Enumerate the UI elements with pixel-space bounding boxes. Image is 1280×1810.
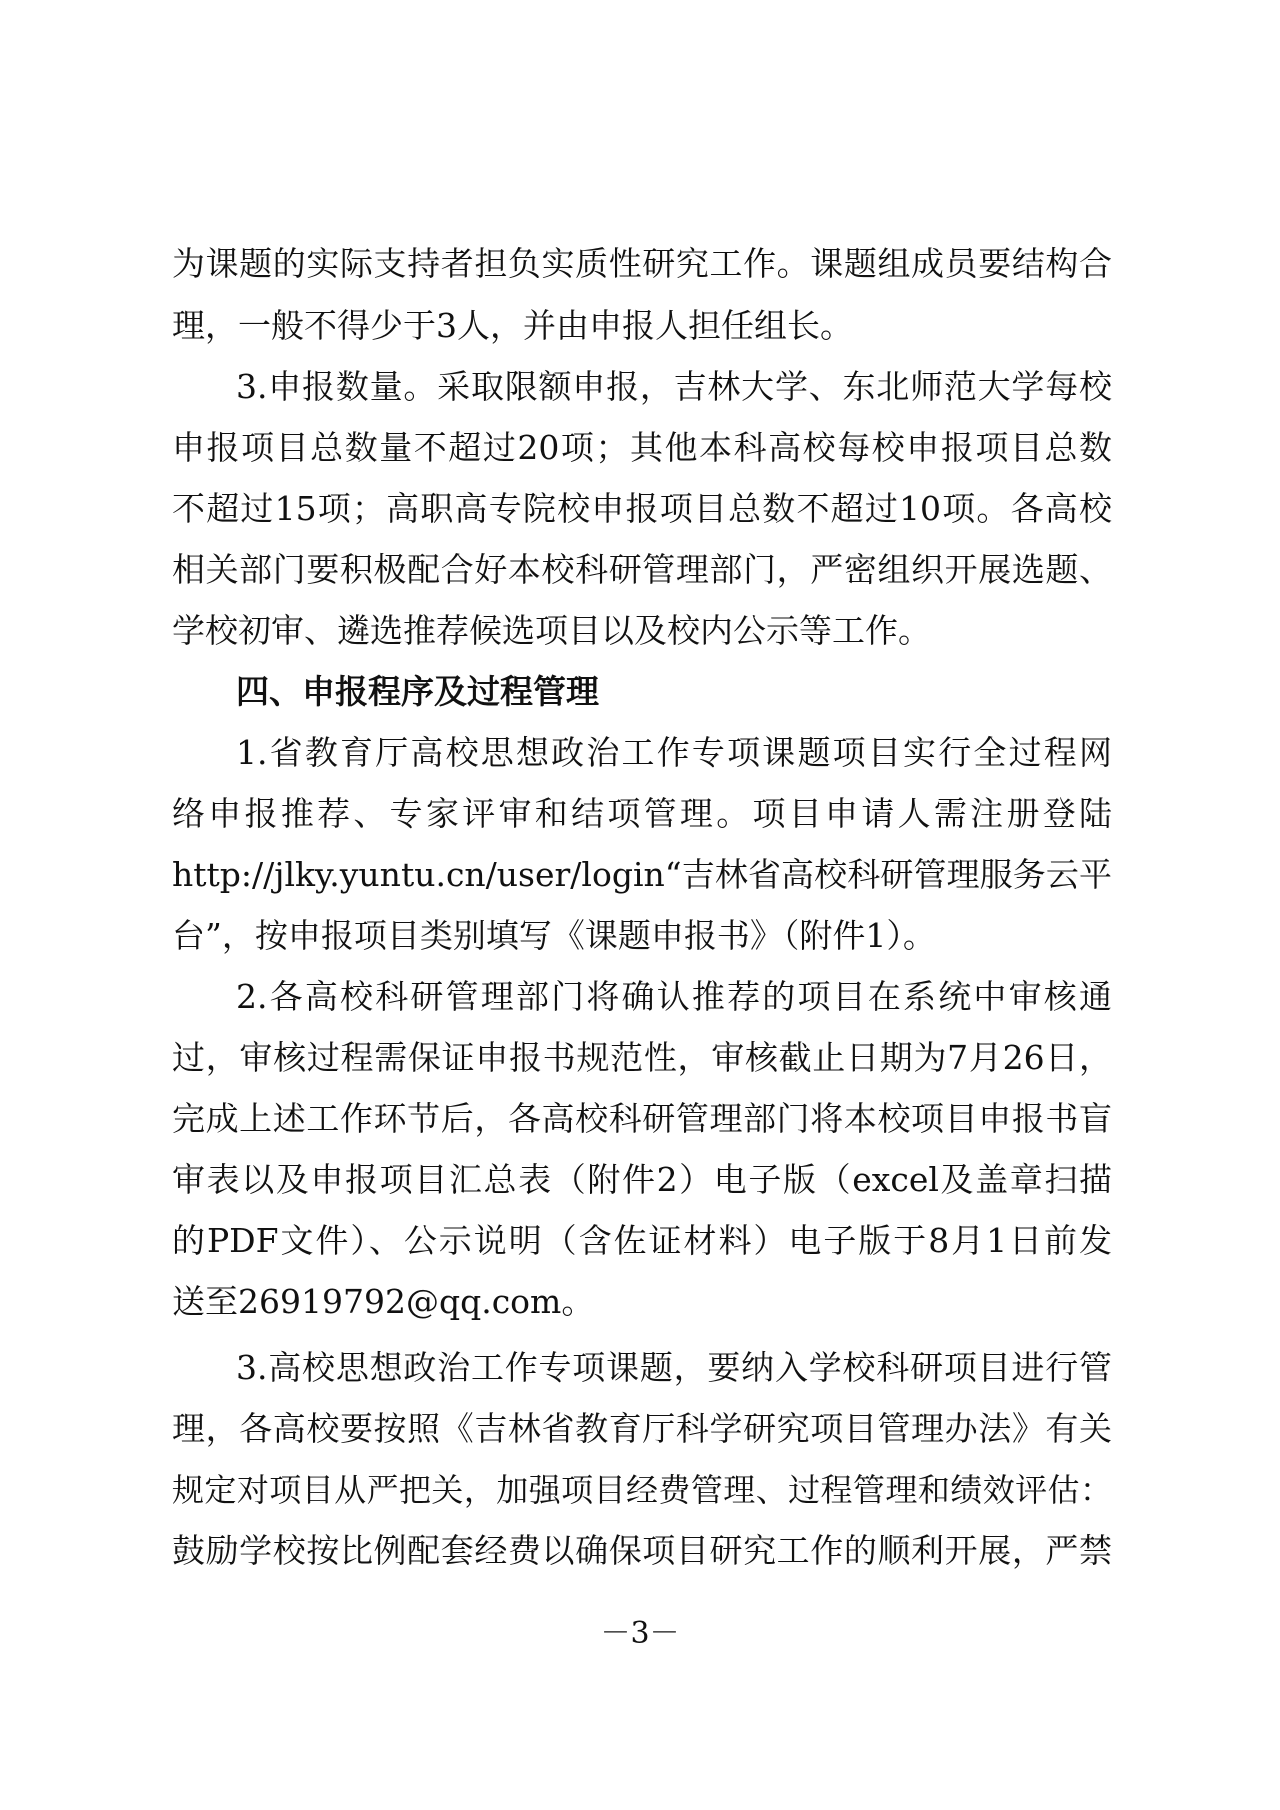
page-number: －3－ xyxy=(600,1616,680,1651)
body-line: 络申报推荐、专家评审和结项管理。项目申请人需注册登陆 xyxy=(172,794,1112,833)
body-line: 3.申报数量。采取限额申报，吉林大学、东北师范大学每校 xyxy=(236,367,1112,406)
body-line: 完成上述工作环节后，各高校科研管理部门将本校项目申报书盲 xyxy=(172,1099,1112,1138)
body-line: http://jlky.yuntu.cn/user/login“吉林省高校科研管理服务云平 xyxy=(172,855,1112,894)
body-line: 相关部门要积极配合好本校科研管理部门，严密组织开展选题、 xyxy=(172,550,1112,589)
body-line: 1.省教育厅高校思想政治工作专项课题项目实行全过程网 xyxy=(236,733,1112,772)
body-line: 过，审核过程需保证申报书规范性，审核截止日期为7月26日， xyxy=(172,1038,1112,1077)
body-line: 鼓励学校按比例配套经费以确保项目研究工作的顺利开展，严禁 xyxy=(172,1531,1112,1570)
body-line: 为课题的实际支持者担负实质性研究工作。课题组成员要结构合 xyxy=(172,244,1112,283)
body-line: 3.高校思想政治工作专项课题，要纳入学校科研项目进行管 xyxy=(236,1348,1112,1387)
body-line: 送至26919792@qq.com。 xyxy=(172,1282,595,1321)
body-line: 申报项目总数量不超过20项；其他本科高校每校申报项目总数 xyxy=(172,428,1112,467)
body-line: 台”，按申报项目类别填写《课题申报书》（附件1）。 xyxy=(172,916,936,955)
body-line: 审表以及申报项目汇总表（附件2）电子版（excel及盖章扫描 xyxy=(172,1160,1112,1199)
body-line: 的PDF文件）、公示说明（含佐证材料）电子版于8月1日前发 xyxy=(172,1221,1112,1260)
body-line: 理，一般不得少于3人，并由申报人担任组长。 xyxy=(172,306,853,345)
body-line: 理，各高校要按照《吉林省教育厅科学研究项目管理办法》有关 xyxy=(172,1409,1112,1448)
section-heading: 四、申报程序及过程管理 xyxy=(236,672,599,711)
body-line: 不超过15项；高职高专院校申报项目总数不超过10项。各高校 xyxy=(172,489,1112,528)
body-line: 2.各高校科研管理部门将确认推荐的项目在系统中审核通 xyxy=(236,977,1112,1016)
body-line: 规定对项目从严把关，加强项目经费管理、过程管理和绩效评估： xyxy=(172,1471,1112,1509)
body-line: 学校初审、遴选推荐候选项目以及校内公示等工作。 xyxy=(172,611,931,650)
